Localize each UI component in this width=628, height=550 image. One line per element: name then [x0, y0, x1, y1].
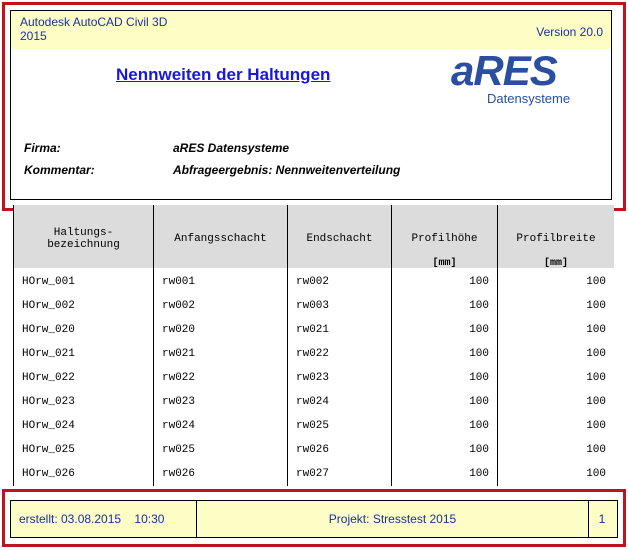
table-row — [14, 390, 615, 414]
column-header-label: Haltungs- bezeichnung — [47, 227, 120, 251]
firma-label: Firma: — [24, 141, 61, 155]
kommentar-value: Abfrageergebnis: Nennweitenverteilung — [173, 163, 401, 177]
table-cell: 100 — [392, 366, 498, 390]
table-cell: 100 — [498, 390, 615, 414]
table-cell: rw024 — [288, 390, 392, 414]
table-cell: rw003 — [288, 294, 392, 318]
table-cell: rw025 — [288, 414, 392, 438]
column-header — [288, 205, 392, 268]
table-cell: 100 — [392, 294, 498, 318]
app-name: Autodesk AutoCAD Civil 3D 2015 — [20, 15, 168, 43]
footer-bar — [10, 500, 618, 538]
column-header — [392, 205, 498, 268]
column-header — [498, 205, 615, 268]
table-cell: rw026 — [154, 462, 288, 486]
table-cell: rw023 — [288, 366, 392, 390]
table-cell: 100 — [498, 270, 615, 294]
table-cell: rw001 — [154, 270, 288, 294]
table-cell: HOrw_001 — [14, 270, 154, 294]
table-row — [14, 366, 615, 390]
table-cell: rw021 — [154, 342, 288, 366]
column-header-label: Anfangsschacht — [174, 233, 267, 245]
table-cell: HOrw_023 — [14, 390, 154, 414]
column-header-label: Endschacht — [306, 233, 373, 245]
table-cell: rw026 — [288, 438, 392, 462]
table-cell: rw023 — [154, 390, 288, 414]
header-body — [10, 49, 612, 200]
column-unit: [mm] — [432, 258, 457, 269]
table-cell: HOrw_002 — [14, 294, 154, 318]
data-table — [13, 205, 614, 486]
report-header — [2, 2, 626, 211]
table-cell: 100 — [392, 318, 498, 342]
logo-subtitle: Datensysteme — [487, 91, 571, 106]
table-cell: HOrw_020 — [14, 318, 154, 342]
table-cell: 100 — [392, 270, 498, 294]
ares-logo: aRES — [451, 47, 557, 94]
table-row — [14, 318, 615, 342]
table-cell: 100 — [498, 414, 615, 438]
version-label: Version 20.0 — [536, 25, 603, 39]
table-cell: 100 — [392, 414, 498, 438]
table-cell: rw027 — [288, 462, 392, 486]
table-row — [14, 414, 615, 438]
column-unit: [mm] — [543, 258, 568, 269]
table-cell: 100 — [392, 438, 498, 462]
table-cell: 100 — [392, 390, 498, 414]
table-cell: rw002 — [154, 294, 288, 318]
table-cell: rw021 — [288, 318, 392, 342]
table-row — [14, 342, 615, 366]
table-cell: HOrw_026 — [14, 462, 154, 486]
table-cell: rw024 — [154, 414, 288, 438]
column-header-label: Profilbreite — [516, 233, 596, 245]
table-cell: HOrw_025 — [14, 438, 154, 462]
table-cell: rw022 — [288, 342, 392, 366]
table-header-row — [14, 205, 615, 268]
table-cell: rw025 — [154, 438, 288, 462]
table-cell: rw002 — [288, 270, 392, 294]
data-table-container — [13, 205, 614, 487]
header-info-bar — [10, 10, 612, 50]
table-cell: 100 — [392, 462, 498, 486]
table-cell: 100 — [498, 438, 615, 462]
page-number: 1 — [598, 512, 606, 526]
table-cell: 100 — [498, 366, 615, 390]
table-cell: HOrw_022 — [14, 366, 154, 390]
column-header — [154, 205, 288, 268]
table-row — [14, 462, 615, 486]
table-row — [14, 438, 615, 462]
table-cell: HOrw_024 — [14, 414, 154, 438]
table-body — [14, 268, 615, 486]
table-cell: 100 — [498, 318, 615, 342]
table-cell: 100 — [392, 342, 498, 366]
table-row — [14, 270, 615, 294]
column-header-label: Profilhöhe — [411, 233, 478, 245]
table-cell: 100 — [498, 294, 615, 318]
report-footer — [2, 489, 626, 547]
table-cell: rw020 — [154, 318, 288, 342]
table-cell: rw022 — [154, 366, 288, 390]
table-cell: 100 — [498, 462, 615, 486]
table-cell: 100 — [498, 342, 615, 366]
table-row — [14, 294, 615, 318]
column-header — [14, 205, 154, 268]
project-name: Projekt: Stresstest 2015 — [196, 501, 589, 537]
report-title: Nennweiten der Haltungen — [116, 65, 331, 84]
created-timestamp: erstellt: 03.08.2015 10:30 — [19, 512, 165, 526]
kommentar-label: Kommentar: — [24, 163, 95, 177]
firma-value: aRES Datensysteme — [173, 141, 290, 155]
table-cell: HOrw_021 — [14, 342, 154, 366]
